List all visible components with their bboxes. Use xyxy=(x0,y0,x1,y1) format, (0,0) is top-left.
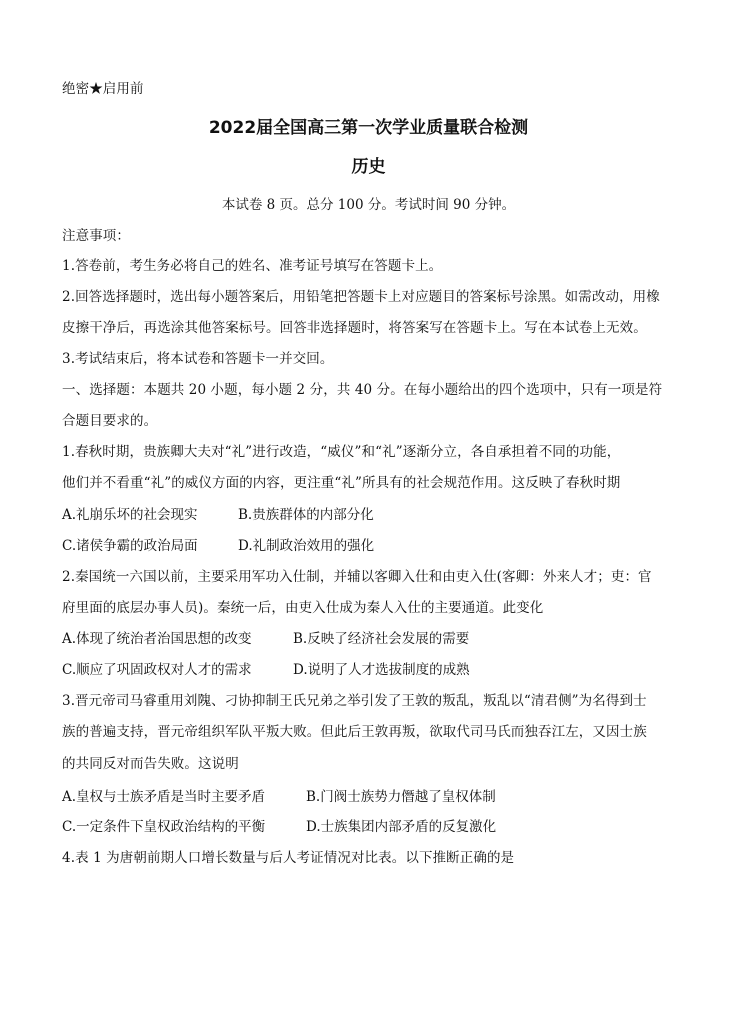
question-2-option-d: D.说明了人才选拔制度的成熟 xyxy=(293,662,470,678)
question-1-stem-line-2: 他们并不看重“礼”的威仪方面的内容，更注重“礼”所具有的社会规范作用。这反映了春秋时期 xyxy=(62,475,621,491)
notice-item-2-line-1: 2.回答选择题时，选出每小题答案后，用铅笔把答题卡上对应题目的答案标号涂黑。如需改动，用橡 xyxy=(62,289,660,305)
notice-item-1: 1.答卷前，考生务必将自己的姓名、准考证号填写在答题卡上。 xyxy=(62,258,443,274)
exam-title: 2022届全国高三第一次学业质量联合检测 xyxy=(208,118,529,138)
question-3-stem-line-1: 3.晋元帝司马睿重用刘隗、刁协抑制王氏兄弟之举引发了王敦的叛乱，叛乱以“清君侧”为名得到士 xyxy=(62,693,647,709)
question-3-stem-line-2: 族的普遍支持，晋元帝组织军队平叛大败。但此后王敦再叛，欲取代司马氏而独吞江左，又因士族 xyxy=(62,724,647,740)
exam-info: 本试卷 8 页。总分 100 分。考试时间 90 分钟。 xyxy=(221,197,516,213)
section-1-line-2: 合题目要求的。 xyxy=(62,413,158,429)
question-3-stem-line-3: 的共同反对而告失败。这说明 xyxy=(62,756,239,772)
question-3-option-c: C.一定条件下皇权政治结构的平衡 xyxy=(62,819,266,835)
question-2-option-c: C.顺应了巩固政权对人才的需求 xyxy=(62,662,252,678)
question-2-stem-line-2: 府里面的底层办事人员)。秦统一后，由吏入仕成为秦人入仕的主要通道。此变化 xyxy=(62,600,544,616)
notice-item-2-line-2: 皮擦干净后，再选涂其他答案标号。回答非选择题时，将答案写在答题卡上。写在本试卷上无效。 xyxy=(62,320,647,336)
question-1-option-c: C.诸侯争霸的政治局面 xyxy=(62,538,198,554)
question-1-option-a: A.礼崩乐坏的社会现实 xyxy=(62,507,198,523)
question-1-option-d: D.礼制政治效用的强化 xyxy=(238,538,375,554)
question-2-stem-line-1: 2.秦国统一六国以前，主要采用军功入仕制，并辅以客卿入仕和由吏入仕(客卿：外来人才；吏：官 xyxy=(62,569,652,585)
question-3-option-b: B.门阀士族势力僭越了皇权体制 xyxy=(306,789,496,805)
subject-title: 历史 xyxy=(351,157,386,177)
section-1-line-1: 一、选择题：本题共 20 小题，每小题 2 分，共 40 分。在每小题给出的四个选项中，只有一项是符 xyxy=(62,382,663,398)
question-4-stem-line-1: 4.表 1 为唐朝前期人口增长数量与后人考证情况对比表。以下推断正确的是 xyxy=(62,850,515,866)
question-2-option-a: A.体现了统治者治国思想的改变 xyxy=(62,631,252,647)
notice-heading: 注意事项： xyxy=(62,228,130,244)
secret-label: 绝密★启用前 xyxy=(62,81,144,97)
question-3-option-a: A.皇权与士族矛盾是当时主要矛盾 xyxy=(62,789,266,805)
question-2-option-b: B.反映了经济社会发展的需要 xyxy=(293,631,470,647)
notice-item-3: 3.考试结束后，将本试卷和答题卡一并交回。 xyxy=(62,351,334,367)
question-1-stem-line-1: 1.春秋时期，贵族卿大夫对“礼”进行改造，“威仪”和“礼”逐渐分立，各自承担着不同的功能， xyxy=(62,444,621,460)
question-1-option-b: B.贵族群体的内部分化 xyxy=(238,507,374,523)
question-3-option-d: D.士族集团内部矛盾的反复激化 xyxy=(306,819,497,835)
